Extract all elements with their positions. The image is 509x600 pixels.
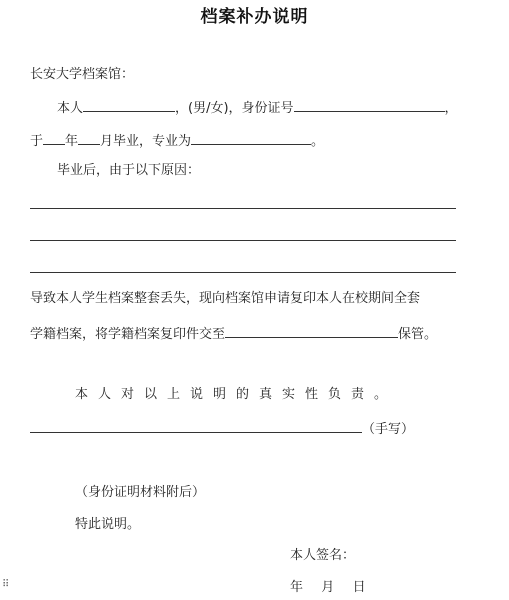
name-id-line [57,97,458,118]
custodian-blank[interactable] [225,323,398,338]
consequence-prefix: 学籍档案，将学籍档案复印件交至 [30,327,226,342]
name-blank[interactable] [83,97,175,112]
graduation-year-label: 年 [65,134,79,149]
attachment-note: （身份证明材料附后） [75,485,206,500]
addressee: 长安大学档案馆： [30,67,135,82]
id-number-blank[interactable] [294,97,445,112]
consequence-line-1: 导致本人学生档案整套丢失，现向档案馆申请复印本人在校期间全套 [30,291,421,306]
handwrite-note: （手写） [362,422,415,437]
document-title: 档案补办说明 [200,7,309,27]
date-year: 年 [290,580,304,595]
consequence-line-2 [30,323,437,344]
reason-line-3[interactable] [30,272,456,273]
name-prefix: 本人 [57,101,84,116]
reason-line-1[interactable] [30,208,456,209]
reason-line-2[interactable] [30,240,456,241]
graduation-prefix: 于 [30,134,44,149]
handwrite-line [30,418,414,439]
consequence-suffix: 保管。 [398,327,438,342]
graduation-year-blank[interactable] [43,130,65,145]
drag-handle-icon[interactable]: ⠿ [2,579,10,590]
graduation-line [30,130,324,151]
graduation-month-blank[interactable] [78,130,100,145]
major-blank[interactable] [191,130,311,145]
line1-suffix: ， [444,101,458,116]
handwrite-blank[interactable] [30,418,362,433]
date-line [290,579,366,597]
line2-suffix: 。 [311,134,325,149]
date-day: 日 [352,580,366,595]
major-label: 月毕业，专业为 [100,134,192,149]
gender-label: ，(男/女)，身份证号 [175,101,294,116]
closing-text: 特此说明。 [75,517,141,532]
reason-intro: 毕业后，由于以下原因： [57,163,201,178]
date-month: 月 [321,580,335,595]
signature-label: 本人签名： [290,548,356,563]
responsibility-statement: 本人对以上说明的真实性负责。 [75,387,398,402]
